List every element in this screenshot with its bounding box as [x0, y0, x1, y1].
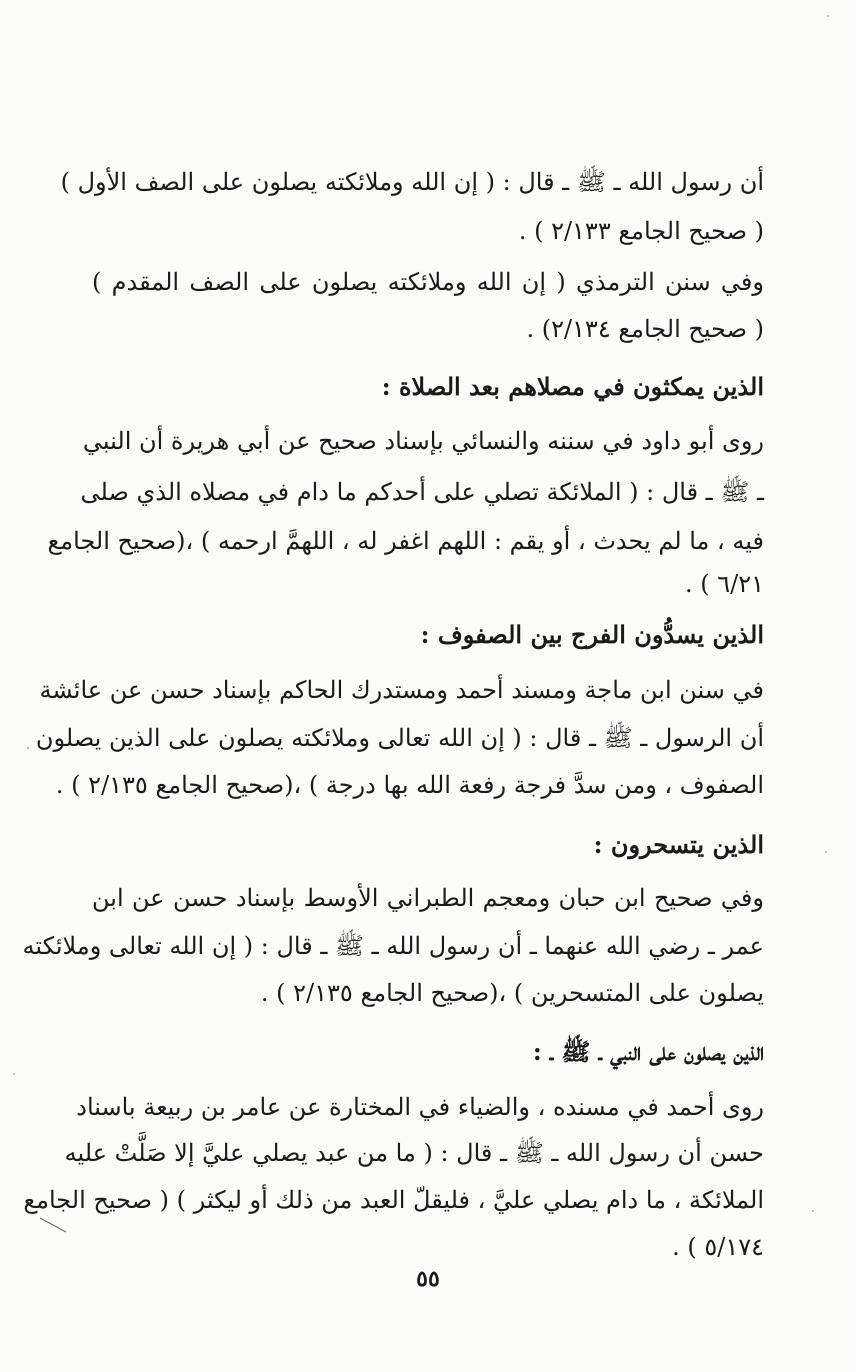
- text-line: عمر ـ رضي الله عنهما ـ أن رسول الله ـ ﷺ ـ قال : ( إن الله تعالى وملائكته: [22, 932, 764, 960]
- text-line: روى أبو داود في سننه والنسائي بإسناد صحيح عن أبي هريرة أن النبي: [82, 427, 764, 455]
- text-line: في سنن ابن ماجة ومسند أحمد ومستدرك الحاكم بإسناد حسن عن عائشة: [39, 676, 764, 704]
- scan-speck: [825, 851, 827, 853]
- text-line: حسن أن رسول الله ـ ﷺ ـ قال : ( ما من عبد يصلي عليَّ إلا صَلَّتْ عليه: [64, 1139, 764, 1167]
- text-line: أن رسول الله ـ ﷺ ـ قال : ( إن الله وملائكته يصلون على الصف الأول ): [60, 168, 764, 196]
- text-line: الصفوف ، ومن سدَّ فرجة رفعة الله بها درجة ) ،(صحيح الجامع ٢/١٣٥ ) .: [55, 771, 764, 799]
- text-line: يصلون على المتسحرين ) ،(صحيح الجامع ٢/١٣٥ ) .: [260, 979, 764, 1007]
- scan-speck: [13, 1073, 15, 1075]
- text-line: ٥/١٧٤ ) .: [672, 1233, 764, 1261]
- scan-speck: [27, 747, 29, 749]
- text-line: وفي سنن الترمذي ( إن الله وملائكته يصلون على الصف المقدم ): [92, 268, 764, 296]
- text-line: ٦/٢١ ) .: [684, 570, 764, 598]
- scan-speck: [812, 1210, 814, 1212]
- text-line: الملائكة ، ما دام يصلي عليَّ ، فليقلّ العبد من ذلك أو ليكثر ) ( صحيح الجامع: [23, 1186, 764, 1214]
- text-line: أن الرسول ـ ﷺ ـ قال : ( إن الله تعالى وملائكته يصلون على الذين يصلون: [35, 724, 764, 752]
- text-line: ( صحيح الجامع ٢/١٣٤) .: [526, 315, 764, 343]
- text-line: ( صحيح الجامع ٢/١٣٣ ) .: [518, 217, 764, 245]
- scan-speck: [827, 15, 829, 17]
- section-heading: الذين يمكثون في مصلاهم بعد الصلاة :: [381, 372, 764, 401]
- section-heading: الذين يتسحرون :: [593, 830, 764, 859]
- section-heading: الذين يسدُّون الفرج بين الصفوف :: [420, 620, 764, 649]
- text-line: روى أحمد في مسنده ، والضياء في المختارة عن عامر بن ربيعة باسناد: [76, 1093, 764, 1121]
- page-body: [22, 0, 764, 1372]
- text-line: فيه ، ما لم يحدث ، أو يقم : اللهم اغفر له ، اللهمَّ ارحمه ) ،(صحيح الجامع: [47, 527, 764, 555]
- text-line: ـ ﷺ ـ قال : ( الملائكة تصلي على أحدكم ما دام في مصلاه الذي صلى: [80, 478, 764, 506]
- text-line: وفي صحيح ابن حبان ومعجم الطبراني الأوسط بإسناد حسن عن ابن: [92, 884, 764, 912]
- page-number: ٥٥: [416, 1266, 440, 1292]
- section-heading: الذين يصلون على النبي ـ ﷺ ـ :: [532, 1037, 764, 1066]
